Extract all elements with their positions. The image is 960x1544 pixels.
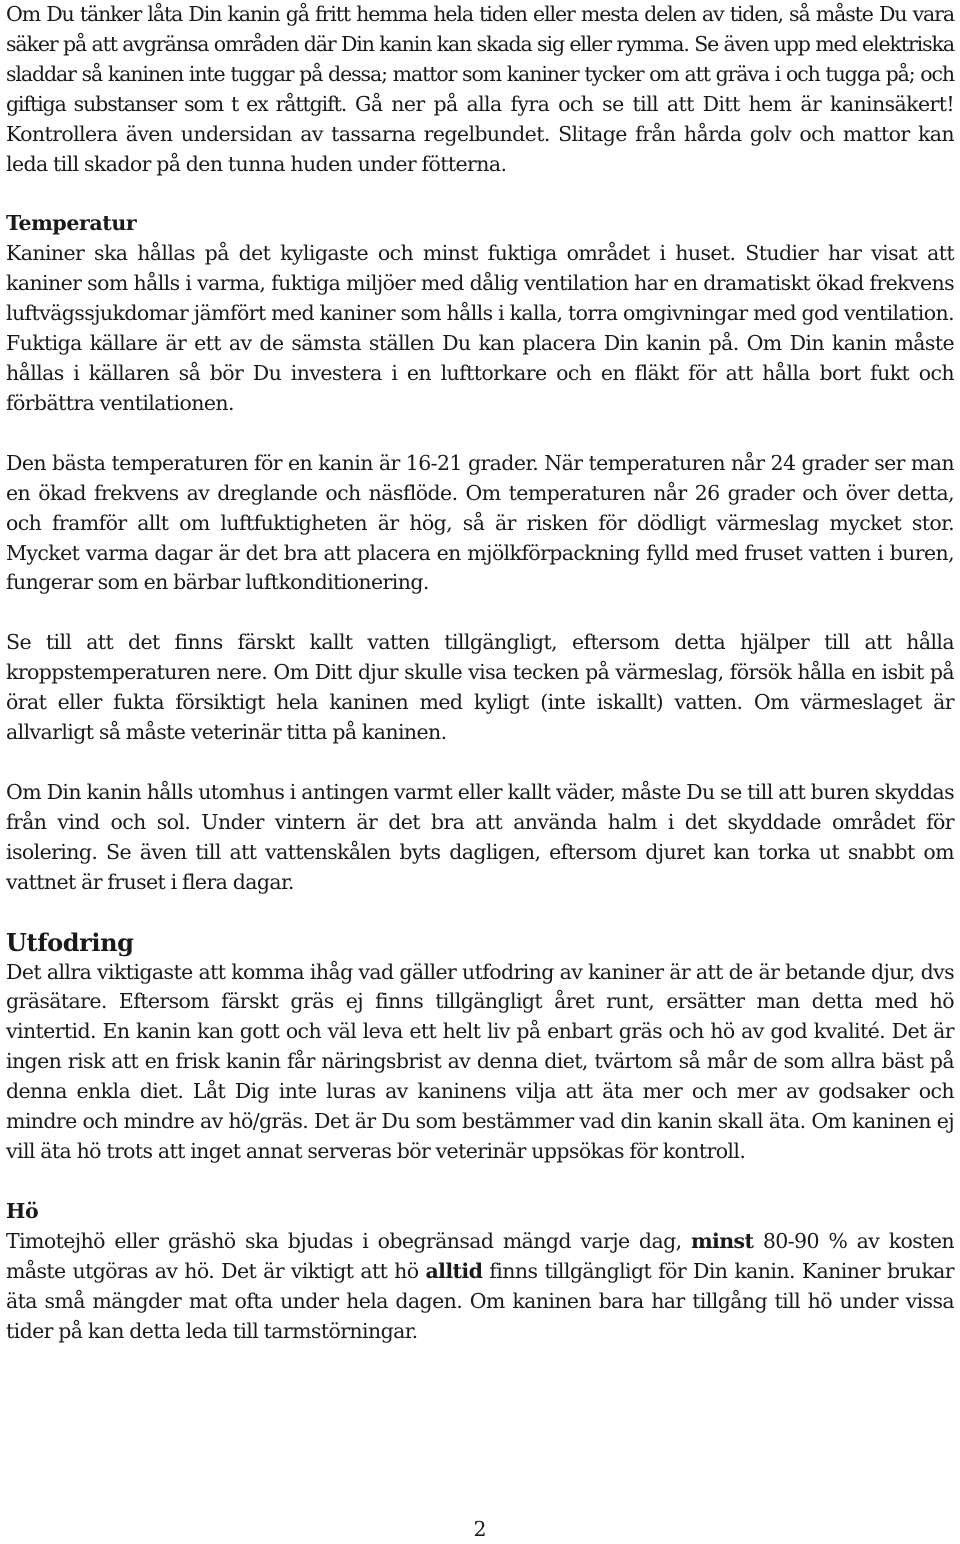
- intro-paragraph: [6, 0, 954, 179]
- document-page: [6, 0, 954, 1346]
- ho-paragraph: [6, 1227, 954, 1347]
- section-heading-ho: Hö: [6, 1198, 39, 1223]
- temperatur-paragraph-3: Se till att det finns färskt kallt vatten tillgängligt, eftersom detta hjälper till att hålla kroppstemperaturen nere. Om Ditt djur skulle visa tecken på värmeslag, försök hålla en isbit på örat eller fukta försiktigt hela kaninen med kyligt (inte iskallt) vatten. Om värmeslaget är allvarligt så måste veterinär titta på kaninen.: [6, 630, 954, 745]
- ho-bold-minst: minst: [690, 1228, 754, 1253]
- ho-text-c: finns tillgängligt för Din kanin. Kaniner brukar äta små mängder mat ofta under hela dagen. Om kaninen bara har tillgång till hö under vissa tider på kan detta leda till tarmstörningar.: [6, 1258, 954, 1343]
- page-number: 2: [473, 1517, 487, 1541]
- ho-text-a: Timotejhö eller gräshö ska bjudas i obegränsad mängd varje dag,: [6, 1228, 691, 1253]
- section-heading-utfodring: Utfodring: [6, 927, 134, 957]
- section-heading-temperatur: Temperatur: [6, 211, 137, 236]
- temperatur-paragraph-1: Kaniner ska hållas på det kyligaste och minst fuktiga området i huset. Studier har visat att kaniner som hålls i varma, fuktiga miljöer med dålig ventilation har en dramatiskt ökad frekvens luftvägssjukdomar jämfört med kaniner som hålls i kalla, torra omgivningar med god ventilation. Fuktiga källare är ett av de sämsta ställen Du kan placera Din kanin på. Om Din kanin måste hållas i källaren så bör Du investera i en lufttorkare och en fläkt för att hålla bort fukt och förbättra ventilationen.: [6, 241, 954, 415]
- intro-text-a: Om Du tänker låta Din kanin gå fritt hemma hela tiden eller mesta delen av tiden, så måste Du vara säker på att avgränsa områden där Din kanin kan skada sig eller rymma. Se även upp med elektriska sladdar så kaninen inte tuggar på dessa; mattor som kaniner tycker om att gräva i och tugga på; och giftiga substanser som t ex råttgift.: [6, 2, 954, 116]
- temperatur-paragraph-2: Den bästa temperaturen för en kanin är 16-21 grader. När temperaturen når 24 grader ser man en ökad frekvens av dreglande och näsflöde. Om temperaturen når 26 grader och över detta, och framför allt om luftfuktigheten är hög, så är risken för dödligt värmeslag mycket stor. Mycket varma dagar är det bra att placera en mjölkförpackning fylld med fruset vatten i buren, fungerar som en bärbar luftkonditionering.: [6, 450, 954, 595]
- ho-bold-alltid: alltid: [425, 1258, 483, 1283]
- temperatur-paragraph-4: Om Din kanin hålls utomhus i antingen varmt eller kallt väder, måste Du se till att buren skyddas från vind och sol. Under vintern är det bra att använda halm i det skyddade området för isolering. Se även till att vattenskålen byts dagligen, eftersom djuret kan torka ut snabbt om vattnet är fruset i flera dagar.: [6, 779, 954, 894]
- utfodring-paragraph: Det allra viktigaste att komma ihåg vad gäller utfodring av kaniner är att de är betande djur, dvs gräsätare. Eftersom färskt gräs ej finns tillgängligt året runt, ersätter man detta med hö vintertid. En kanin kan gott och väl leva ett helt liv på enbart gräs och hö av god kvalité. Det är ingen risk att en frisk kanin får näringsbrist av denna diet, tvärtom så mår de som allra bäst på denna enkla diet. Låt Dig inte luras av kaninens vilja att äta mer och mer av godsaker och mindre och mindre av hö/gräs. Det är Du som bestämmer vad din kanin skall äta. Om kaninen ej vill äta hö trots att inget annat serveras bör veterinär uppsökas för kontroll.: [6, 959, 954, 1163]
- intro-text-b: Gå ner på alla fyra och se till att Ditt hem är kaninsäkert! Kontrollera även undersidan av tassarna regelbundet. Slitage från hårda golv och mattor kan leda till skador på den tunna huden under fötterna.: [6, 91, 954, 176]
- ho-text-b: 80-90 % av kosten måste utgöras av hö. Det är viktigt att hö: [6, 1228, 954, 1283]
